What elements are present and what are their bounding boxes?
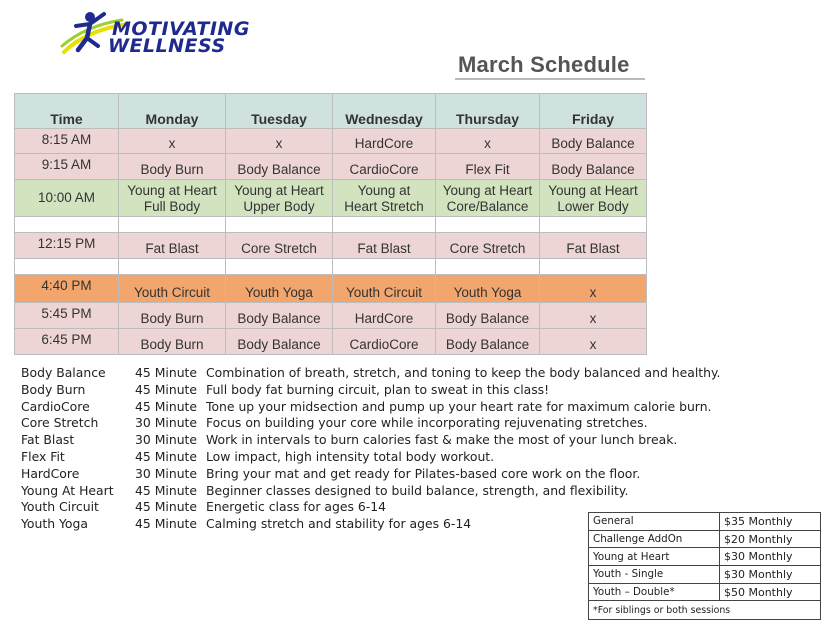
- class-line: Lower Body: [557, 199, 629, 214]
- class-cell: [333, 180, 436, 217]
- class-cell: x: [436, 129, 540, 154]
- class-cell: [436, 180, 540, 217]
- schedule-row: [15, 233, 647, 259]
- class-name: Youth Yoga: [21, 516, 88, 532]
- title-underline: [455, 78, 645, 80]
- class-description: Calming stretch and stability for ages 6-14: [206, 516, 472, 532]
- time-cell: 12:15 PM: [15, 233, 119, 259]
- schedule-table: [14, 93, 647, 355]
- header-thursday: Thursday: [436, 94, 540, 129]
- class-name: HardCore: [21, 465, 80, 481]
- page-title: March Schedule: [458, 52, 630, 77]
- class-cell: Youth Circuit: [119, 275, 226, 303]
- class-duration: 45 Minute: [135, 482, 198, 498]
- class-name: Fat Blast: [21, 432, 75, 448]
- class-cell: Youth Yoga: [226, 275, 333, 303]
- class-name: Body Balance: [21, 365, 106, 380]
- class-line: Upper Body: [243, 199, 315, 214]
- class-cell: Fat Blast: [119, 233, 226, 259]
- class-name: Core Stretch: [21, 415, 99, 431]
- plan-name: Youth - Single: [589, 566, 720, 584]
- class-name: Youth Circuit: [21, 499, 99, 515]
- schedule-row: [15, 154, 647, 180]
- class-duration: 45 Minute: [135, 516, 198, 532]
- class-description: Low impact, high intensity total body workout.: [206, 448, 495, 464]
- plan-price: $20 Monthly: [720, 530, 821, 548]
- class-line: Full Body: [143, 199, 201, 214]
- class-description: Bring your mat and get ready for Pilates-based core work on the floor.: [206, 465, 641, 481]
- header-tuesday: Tuesday: [226, 94, 333, 129]
- class-name: Body Burn: [21, 381, 86, 397]
- class-cell: Youth Yoga: [436, 275, 540, 303]
- plan-name: General: [589, 513, 720, 531]
- logo-text-line1: MOTIVATING: [112, 18, 250, 40]
- time-cell: 6:45 PM: [15, 329, 119, 355]
- class-cell: Flex Fit: [436, 154, 540, 180]
- class-cell: [540, 180, 647, 217]
- class-cell: Body Balance: [226, 154, 333, 180]
- class-line: Core/Balance: [446, 199, 529, 214]
- class-cell: HardCore: [333, 303, 436, 329]
- class-cell: x: [540, 275, 647, 303]
- class-line: Young at: [357, 183, 411, 198]
- class-cell: Body Burn: [119, 329, 226, 355]
- class-cell: [226, 180, 333, 217]
- class-name: CardioCore: [21, 398, 90, 414]
- class-description: Combination of breath, stretch, and toning to keep the body balanced and healthy.: [206, 365, 721, 380]
- pricing-row: [589, 566, 821, 584]
- pricing-row: [589, 513, 821, 531]
- class-cell: Body Balance: [226, 329, 333, 355]
- class-cell: Body Balance: [436, 329, 540, 355]
- class-description: Focus on building your core while incorporating rejuvenating stretches.: [206, 415, 648, 431]
- schedule-row: [15, 129, 647, 154]
- logo: [60, 8, 310, 60]
- class-cell: Fat Blast: [333, 233, 436, 259]
- spacer-row: [15, 217, 647, 233]
- class-line: Heart Stretch: [344, 199, 424, 214]
- class-cell: x: [540, 303, 647, 329]
- plan-price: $50 Monthly: [720, 583, 821, 601]
- class-line: Young at Heart: [442, 183, 533, 198]
- class-description: Beginner classes designed to build balance, strength, and flexibility.: [206, 482, 629, 498]
- class-name: Flex Fit: [21, 448, 65, 464]
- class-description: Energetic class for ages 6-14: [206, 499, 386, 515]
- schedule-row: [15, 329, 647, 355]
- plan-name: Youth – Double*: [589, 583, 720, 601]
- class-duration: 45 Minute: [135, 499, 198, 515]
- pricing-row: [589, 583, 821, 601]
- class-description: Tone up your midsection and pump up your heart rate for maximum calorie burn.: [206, 398, 712, 414]
- schedule-row: [15, 180, 647, 217]
- class-cell: Body Burn: [119, 154, 226, 180]
- pricing-row: [589, 548, 821, 566]
- pricing-table: [588, 512, 821, 620]
- class-cell: Body Balance: [436, 303, 540, 329]
- header-monday: Monday: [119, 94, 226, 129]
- class-cell: CardioCore: [333, 329, 436, 355]
- class-duration: 45 Minute: [135, 398, 198, 414]
- class-cell: x: [226, 129, 333, 154]
- plan-price: $30 Monthly: [720, 566, 821, 584]
- pricing-note-row: [589, 601, 821, 620]
- class-duration: 45 Minute: [135, 448, 198, 464]
- class-cell: Body Balance: [226, 303, 333, 329]
- class-cell: x: [540, 329, 647, 355]
- class-cell: Body Burn: [119, 303, 226, 329]
- pricing-row: [589, 530, 821, 548]
- schedule-row: [15, 303, 647, 329]
- class-cell: Core Stretch: [436, 233, 540, 259]
- class-line: Young at Heart: [127, 183, 217, 198]
- plan-price: $30 Monthly: [720, 548, 821, 566]
- class-cell: Body Balance: [540, 154, 647, 180]
- class-cell: Core Stretch: [226, 233, 333, 259]
- time-cell: 5:45 PM: [15, 303, 119, 329]
- time-cell: 10:00 AM: [15, 180, 119, 217]
- time-cell: 4:40 PM: [15, 275, 119, 303]
- schedule-header-row: [15, 94, 647, 129]
- class-cell: Youth Circuit: [333, 275, 436, 303]
- time-cell: 9:15 AM: [15, 154, 119, 180]
- class-cell: x: [119, 129, 226, 154]
- plan-price: $35 Monthly: [720, 513, 821, 531]
- spacer-row: [15, 259, 647, 275]
- plan-name: Challenge AddOn: [589, 530, 720, 548]
- class-cell: [119, 180, 226, 217]
- class-name: Young At Heart: [21, 482, 114, 498]
- class-duration: 30 Minute: [135, 432, 198, 448]
- class-description: Work in intervals to burn calories fast & make the most of your lunch break.: [206, 432, 678, 448]
- class-duration: 45 Minute: [135, 365, 198, 380]
- class-line: Young at Heart: [548, 183, 638, 198]
- class-cell: CardioCore: [333, 154, 436, 180]
- logo-text-line2: WELLNESS: [108, 35, 226, 57]
- class-cell: Body Balance: [540, 129, 647, 154]
- class-description: Full body fat burning circuit, plan to sweat in this class!: [206, 381, 550, 397]
- class-duration: 45 Minute: [135, 381, 198, 397]
- time-cell: 8:15 AM: [15, 129, 119, 154]
- header-wednesday: Wednesday: [333, 94, 436, 129]
- class-cell: HardCore: [333, 129, 436, 154]
- class-cell: Fat Blast: [540, 233, 647, 259]
- plan-name: Young at Heart: [589, 548, 720, 566]
- class-line: Young at Heart: [234, 183, 324, 198]
- header-friday: Friday: [540, 94, 647, 129]
- pricing-note: *For siblings or both sessions: [589, 601, 821, 620]
- class-duration: 30 Minute: [135, 415, 198, 431]
- schedule-row: [15, 275, 647, 303]
- class-duration: 30 Minute: [135, 465, 198, 481]
- header-time: Time: [15, 94, 119, 129]
